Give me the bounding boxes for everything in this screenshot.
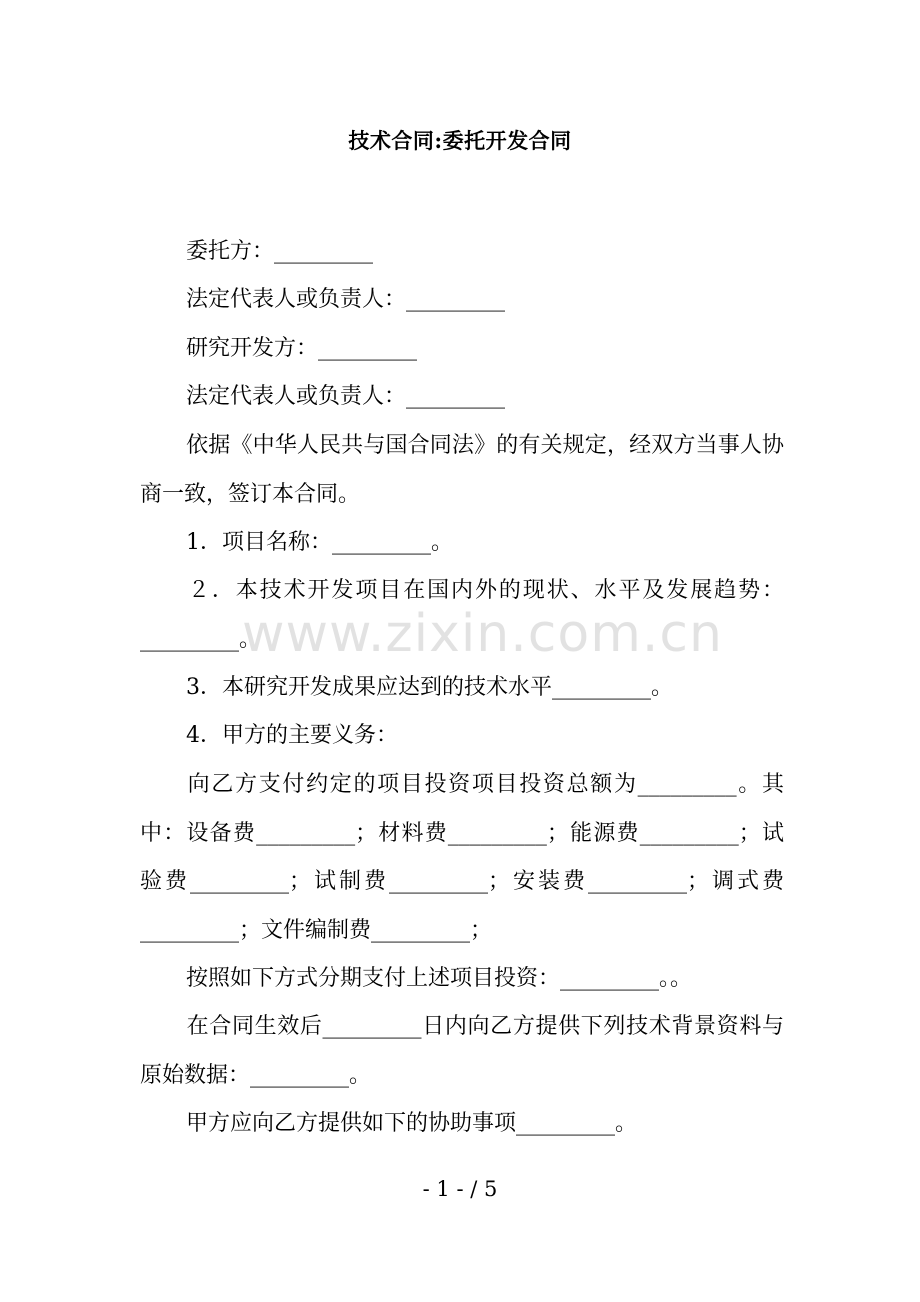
paragraph-item-1: 1．项目名称：_________。 [186, 530, 453, 555]
paragraph-item-2: ２．本技术开发项目在国内外的现状、水平及发展趋势：_________。 [140, 578, 784, 652]
paragraph-client: 委托方：_________ [186, 239, 374, 264]
paragraph-developer-representative: 法定代表人或负责人：_________ [186, 384, 506, 409]
paragraph-developer: 研究开发方：_________ [186, 336, 418, 361]
paragraph-client-representative: 法定代表人或负责人：_________ [186, 287, 506, 312]
document-title: 技术合同:委托开发合同 [348, 128, 572, 153]
paragraph-assistance: 甲方应向乙方提供如下的协助事项_________。 [186, 1111, 638, 1136]
watermark: www.zixin.com.cn [242, 604, 723, 664]
paragraph-investment: 向乙方支付约定的项目投资项目投资总额为_________。其中：设备费_________；材料费_________；能源费_________；试验费_________；试制费_________；安装费_________；调式费_________；文件编制费_________； [140, 772, 784, 943]
paragraph-background-data: 在合同生效后_________日内向乙方提供下列技术背景资料与原始数据：_________。 [140, 1014, 784, 1088]
paragraph-basis: 依据《中华人民共与国合同法》的有关规定，经双方当事人协商一致，签订本合同。 [140, 433, 784, 507]
page-number: - 1 - / 5 [422, 1177, 498, 1201]
paragraph-item-4: 4．甲方的主要义务： [186, 723, 398, 748]
paragraph-item-3: 3．本研究开发成果应达到的技术水平_________。 [186, 675, 673, 700]
paragraph-payment: 按照如下方式分期支付上述项目投资：_________。。 [186, 966, 693, 991]
